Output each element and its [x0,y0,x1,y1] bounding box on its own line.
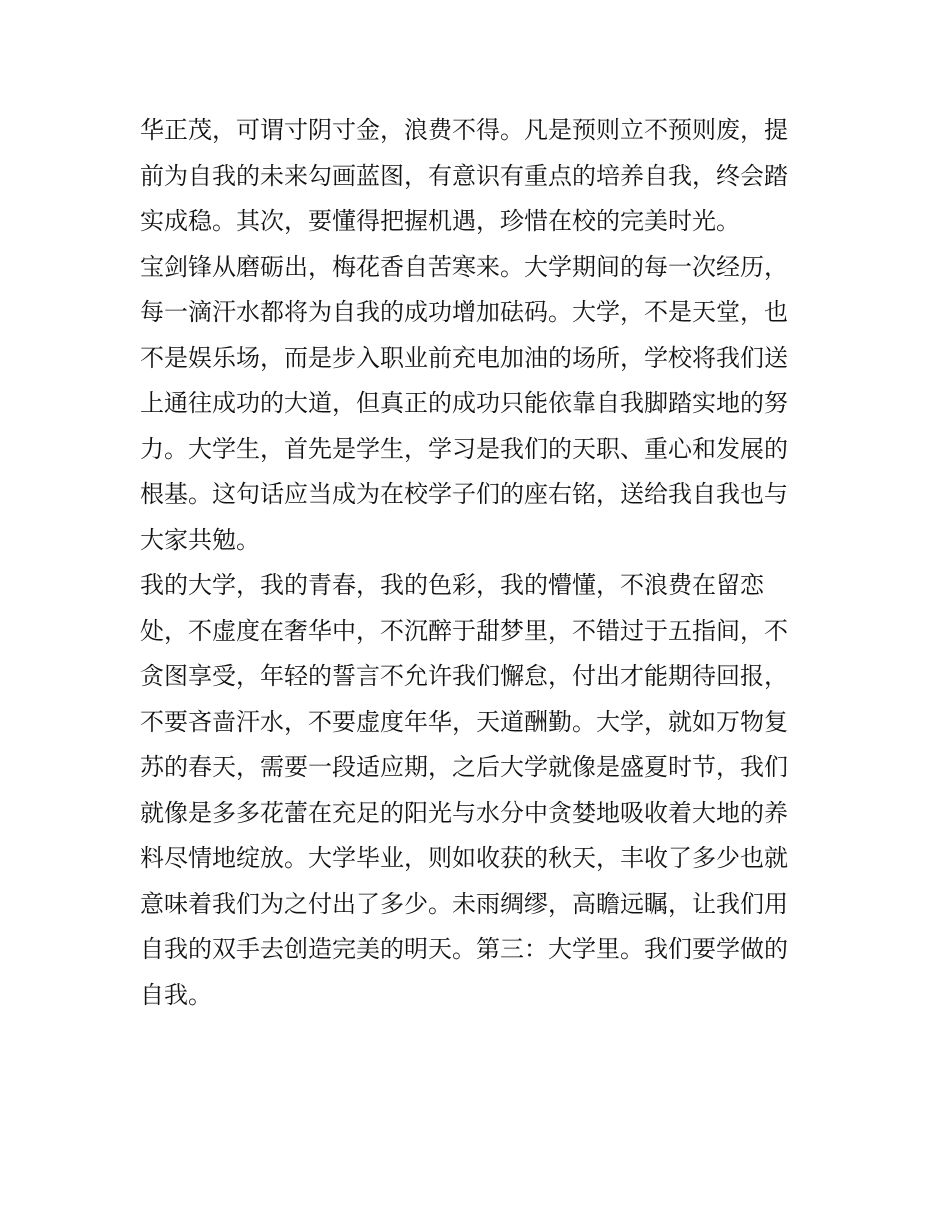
document-body [140,108,820,1018]
text-line: 前为自我的未来勾画蓝图，有意识有重点的培养自我，终会踏 [140,161,788,190]
text-line: 自我。 [140,980,212,1009]
text-line: 大家共勉。 [140,525,260,554]
text-line: 就像是多多花蕾在充足的阳光与水分中贪婪地吸收着大地的养 [140,798,788,827]
text-line: 华正茂，可谓寸阴寸金，浪费不得。凡是预则立不预则废，提 [140,116,788,144]
text-line: 自我的双手去创造完美的明天。第三：大学里。我们要学做的 [140,935,788,963]
text-line: 力。大学生，首先是学生，学习是我们的天职、重心和发展的 [140,434,788,463]
text-line: 不要吝啬汗水，不要虚度年华，天道酬勤。大学，就如万物复 [140,707,788,736]
text-line: 料尽情地绽放。大学毕业，则如收获的秋天，丰收了多少也就 [140,844,788,872]
text-line: 不是娱乐场，而是步入职业前充电加油的场所，学校将我们送 [140,343,788,372]
text-line: 我的大学，我的青春，我的色彩，我的懵懂，不浪费在留恋 [140,571,764,599]
text-line: 贪图享受，年轻的誓言不允许我们懈怠，付出才能期待回报， [140,662,788,690]
text-line: 每一滴汗水都将为自我的成功增加砝码。大学，不是天堂，也 [140,298,788,326]
text-line: 意味着我们为之付出了多少。未雨绸缪，高瞻远瞩，让我们用 [140,889,788,918]
text-line: 苏的春天，需要一段适应期，之后大学就像是盛夏时节，我们 [140,753,788,781]
text-line: 处，不虚度在奢华中，不沉醉于甜梦里，不错过于五指间，不 [140,616,788,645]
text-line: 根基。这句话应当成为在校学子们的座右铭，送给我自我也与 [140,480,788,508]
text-line: 实成稳。其次，要懂得把握机遇，珍惜在校的完美时光。 [140,207,740,235]
text-line: 宝剑锋从磨砺出，梅花香自苦寒来。大学期间的每一次经历， [140,252,788,281]
text-line: 上通往成功的大道，但真正的成功只能依靠自我脚踏实地的努 [140,389,788,417]
